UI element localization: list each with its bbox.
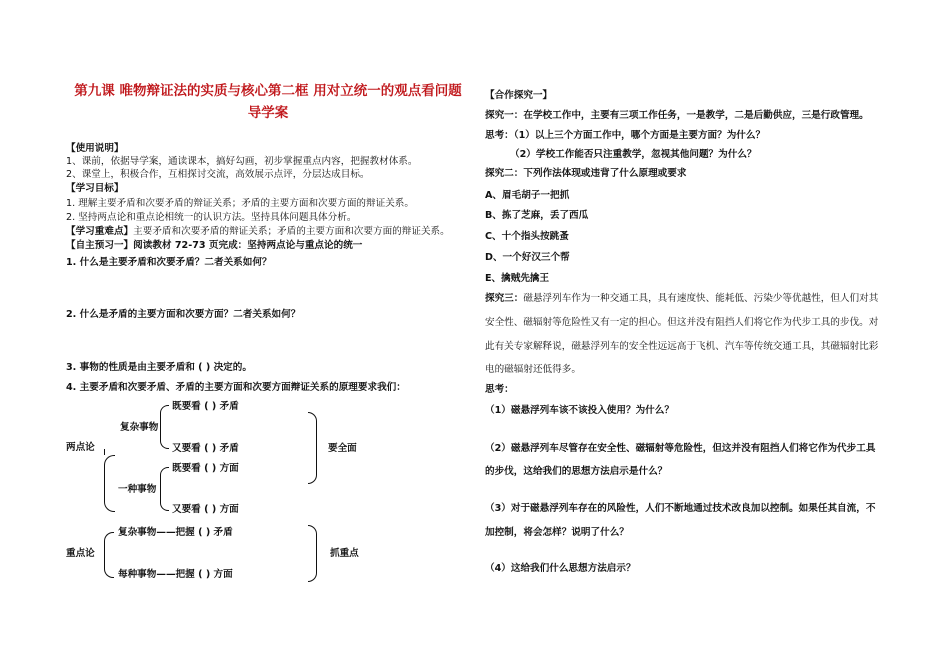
option-a: A、眉毛胡子一把抓 [485,190,570,201]
complex-thing-label: 复杂事物 [120,422,159,433]
explore-2: 探究二：下列作法体现或违背了什么原理或要求 [485,168,687,179]
problem-2-line-2: 的步伐，这给我们的思想方法启示是什么？ [485,466,668,477]
key-difficulty-label: 【学习重难点】 [66,226,134,237]
problem-1: （1）磁悬浮列车该不该投入使用？为什么？ [485,405,674,416]
think-2: （2）学校工作能否只注重教学，忽视其他问题？为什么？ [510,149,757,160]
preview-line [66,240,362,252]
explore-3-line-1 [485,293,878,305]
connector-line [104,449,105,455]
key-difficulty [66,226,450,238]
one-kind-label: 一种事物 [118,484,157,495]
question-1: 1. 什么是主要矛盾和次要矛盾？二者关系如何？ [66,257,272,268]
question-2: 2. 什么是矛盾的主要方面和次要方面？二者关系如何？ [66,309,301,320]
think-label: 思考： [485,384,514,395]
look-line-1: 既要看 ( ) 矛盾 [172,401,239,412]
preview-label: 【自主预习一】 [66,240,134,251]
grasp-line-1: 复杂事物——把握 ( ) 矛盾 [118,527,233,538]
problem-2-line-1: （2）磁悬浮列车尽管存在安全性、磁辐射等危险性，但这并没有阻挡人们将它作为代步工具 [485,443,876,454]
explore-1: 探究一：在学校工作中，主要有三项工作任务，一是教学，二是后勤供应，三是行政管理。 [485,110,869,121]
think-1: 思考：（1）以上三个方面工作中，哪个方面是主要方面？为什么？ [485,130,766,141]
page-title [58,80,478,124]
key-difficulty-text: 主要矛盾和次要矛盾的辩证关系；矛盾的主要方面和次要方面的辩证关系。 [133,226,450,237]
look-line-4: 又要看 ( ) 方面 [172,504,239,515]
brace-key-right [308,525,317,582]
explore-3-line-2: 安全性、磁辐射等危险性又有一定的担心。但这并没有阻挡人们将它作为代步工具的步伐。对 [485,317,879,328]
brace-left-lower [160,467,169,511]
brace-right-whole [308,412,317,484]
problem-4: （4）这给我们什么思想方法启示？ [485,563,636,574]
title-line-1: 第九课 唯物辩证法的实质与核心第二框 用对立统一的观点看问题 [74,83,462,99]
two-point-label: 两点论 [66,442,95,453]
explore-3-line-3: 此有关专家解释说，磁悬浮列车的安全性远远高于飞机、汽车等传统交通工具，其磁辐射比彩 [485,341,879,352]
title-line-2: 导学案 [247,105,289,121]
goal-item-2: 2. 坚持两点论和重点论相统一的认识方法。坚持具体问题具体分析。 [66,212,357,223]
whole-label: 要全面 [328,443,357,454]
option-b: B、拣了芝麻，丢了西瓜 [485,210,589,221]
brace-left-upper [160,405,169,449]
problem-3-line-2: 加控制，将会怎样？说明了什么？ [485,527,629,538]
option-d: D、一个好汉三个帮 [485,252,570,263]
preview-text: 阅读教材 72-73 页完成：坚持两点论与重点论的统一 [133,240,363,251]
goal-item-1: 1. 理解主要矛盾和次要矛盾的辩证关系；矛盾的主要方面和次要方面的辩证关系。 [66,198,414,209]
goal-header: 【学习目标】 [66,183,124,194]
coop-header: 【合作探究一】 [485,90,553,101]
look-line-2: 又要看 ( ) 矛盾 [172,443,239,454]
explore-3-line-4: 电的磁辐射还低得多。 [485,364,581,375]
problem-3-line-1: （3）对于磁悬浮列车存在的风险性，人们不断地通过技术改良加以控制。如果任其自流，不 [485,503,876,514]
question-4: 4. 主要矛盾和次要矛盾、矛盾的主要方面和次要方面辩证关系的原理要求我们： [66,382,406,393]
usage-item-1: 1、课前，依据导学案，通读课本，搞好勾画，初步掌握重点内容，把握教材体系。 [66,156,418,167]
focus-label: 抓重点 [330,548,359,559]
explore-3-text-1: 磁悬浮列车作为一种交通工具，具有速度快、能耗低、污染少等优越性，但人们对其 [523,293,879,304]
option-e: E、擒贼先擒王 [485,273,550,284]
usage-item-2: 2、课堂上，积极合作，互相探讨交流，高效展示点评，分层达成目标。 [66,169,370,180]
question-3: 3. 事物的性质是由主要矛盾和 ( ) 决定的。 [66,362,252,373]
key-point-label: 重点论 [66,548,95,559]
brace-left-main [104,455,115,512]
option-c: C、十个指头按跳蚤 [485,231,569,242]
brace-key-left [104,532,114,578]
usage-header: 【使用说明】 [66,143,124,154]
grasp-line-2: 每种事物——把握 ( ) 方面 [118,569,233,580]
explore-3-label: 探究三： [485,293,524,304]
look-line-3: 既要看 ( ) 方面 [172,463,239,474]
